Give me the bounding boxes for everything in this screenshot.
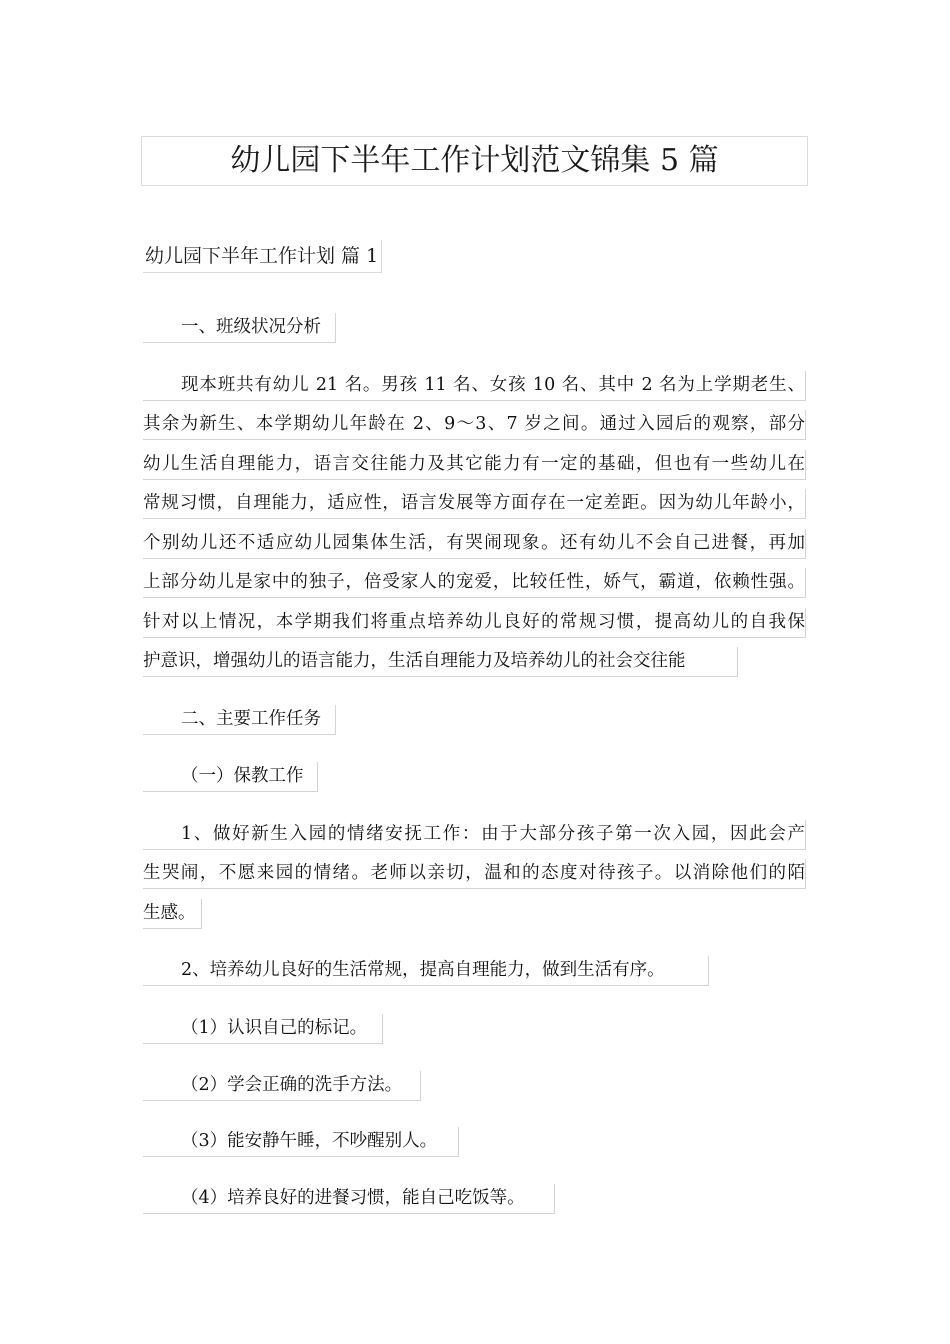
paragraph-line: 针对以上情况，本学期我们将重点培养幼儿良好的常规习惯，提高幼儿的自我保 bbox=[143, 608, 806, 638]
sub-item: （1）认识自己的标记。 bbox=[143, 1014, 383, 1044]
paragraph-line: 护意识，增强幼儿的语言能力，生活自理能力及培养幼儿的社会交往能 bbox=[143, 647, 738, 677]
heading-care-education: （一）保教工作 bbox=[143, 762, 318, 792]
item-1-line: 生感。 bbox=[143, 899, 202, 929]
paragraph-line: 幼儿生活自理能力，语言交往能力及其它能力有一定的基础，但也有一些幼儿在 bbox=[143, 450, 806, 480]
section-heading: 幼儿园下半年工作计划 篇 1 bbox=[143, 240, 382, 273]
paragraph-line: 其余为新生、本学期幼儿年龄在 2、9～3、7 岁之间。通过入园后的观察，部分 bbox=[143, 410, 806, 440]
paragraph-line: 常规习惯，自理能力，适应性，语言发展等方面存在一定差距。因为幼儿年龄小， bbox=[143, 489, 806, 519]
paragraph-line: 现本班共有幼儿 21 名。男孩 11 名、女孩 10 名、其中 2 名为上学期老生、 bbox=[143, 371, 806, 401]
paragraph-line: 个别幼儿还不适应幼儿园集体生活，有哭闹现象。还有幼儿不会自己进餐，再加 bbox=[143, 529, 806, 559]
heading-main-tasks: 二、主要工作任务 bbox=[143, 705, 336, 735]
item-2: 2、培养幼儿良好的生活常规，提高自理能力，做到生活有序。 bbox=[143, 956, 709, 986]
item-1-line: 1、做好新生入园的情绪安抚工作：由于大部分孩子第一次入园，因此会产 bbox=[143, 820, 806, 850]
paragraph-line: 上部分幼儿是家中的独子，倍受家人的宠爱，比较任性，娇气，霸道，依赖性强。 bbox=[143, 568, 806, 598]
page-title: 幼儿园下半年工作计划范文锦集 5 篇 bbox=[141, 136, 808, 186]
heading-class-analysis: 一、班级状况分析 bbox=[143, 313, 336, 343]
sub-item: （2）学会正确的洗手方法。 bbox=[143, 1071, 421, 1101]
sub-item: （4）培养良好的进餐习惯，能自己吃饭等。 bbox=[143, 1184, 555, 1214]
item-1-line: 生哭闹，不愿来园的情绪。老师以亲切，温和的态度对待孩子。以消除他们的陌 bbox=[143, 859, 806, 889]
sub-item: （3）能安静午睡，不吵醒别人。 bbox=[143, 1127, 459, 1157]
